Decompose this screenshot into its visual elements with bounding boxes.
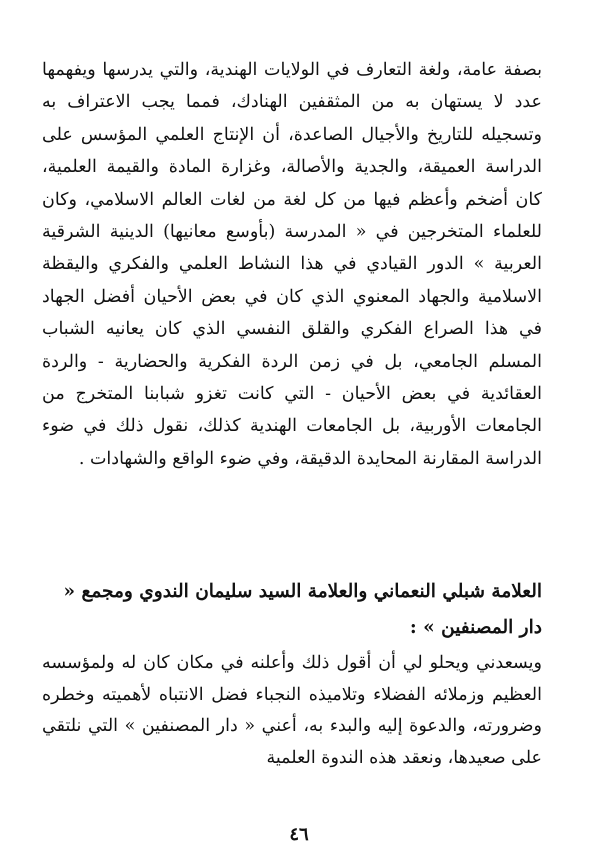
page-number: ٤٦ (289, 824, 309, 845)
section-heading: العلامة شبلي النعماني والعلامة السيد سليمان الندوي ومجمع « دار المصنفين » : (63, 581, 542, 638)
body-paragraph: بصفة عامة، ولغة التعارف في الولايات الهندية، والتي يدرسها ويفهمها عدد لا يستهان به من المثقفين الهنادك، فمما يجب الاعتراف به وتسجيله للتاريخ والأجيال الصاعدة، أن الإنتاج العلمي المؤسس على الدراسة العميقة، والجدية والأصالة، وغزارة المادة والقيمة العلمية، كان أضخم وأعظم فيها من كل لغة من لغات العالم الاسلامي، وكان للعلماء المتخرجين في « المدرسة (بأوسع معانيها) الدينية الشرقية العربية » الدور القيادي في هذا النشاط العلمي والفكري واليقظة الاسلامية والجهاد المعنوي الذي كان في بعض الأحيان أفضل الجهاد في هذا الصراع الفكري والقلق النفسي الذي كان يعانيه الشباب المسلم الجامعي، بل في زمن الردة الفكرية والحضارية - والردة العقائدية في بعض الأحيان - التي كانت تغزو شبابنا المتخرج من الجامعات الأوربية، بل الجامعات الهندية كذلك، نقول ذلك في ضوء الدراسة المقارنة المحايدة الدقيقة، وفي ضوء الواقع والشهادات . (42, 60, 542, 469)
body-paragraph-continued: ويسعدني ويحلو لي أن أقول ذلك وأعلنه في مكان كان له ولمؤسسه العظيم وزملائه الفضلاء وتلاميذه النجباء فضل الانتباه لأهميته وخطره وضرورته، والدعوة إليه والبدء به، أعني « دار المصنفين » التي نلتقي على صعيدها، ونعقد هذه الندوة العلمية (42, 653, 542, 768)
